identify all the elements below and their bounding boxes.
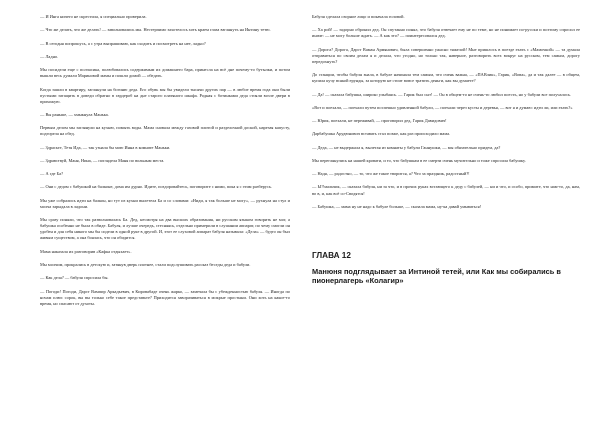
paragraph: — И Инга ничего не скрестила, я специально проверила. — [40, 14, 147, 19]
paragraph: Мама наказала их разговорив «Кафка отдыхает». — [40, 248, 132, 254]
paragraph: — Ы!!мальчик, — сказала бабуля, ни за что, и в прочих руках встающего к деду с бабулей, — ни и что, и особо, примите, что нам-то, да, нам, во в, и, как всё со-Сводятся! — [312, 184, 580, 196]
paragraph: — Бабушка, — мама ну не надо к бабуле больше, — сказала мама, ну-ка давай умываться! — [312, 203, 482, 209]
paragraph: — Погоди! Погоди, Дарст Вампир Аркадьевич, в Кировабаде очень жарко, — замечала бы с убежденностью бабуля. — Иногда по ночам плюс сорок, вы вы только себе такое представьте? Приходится заворачиваться в мокрые простыни. Они хоть на какое-то время, но спасают от духоты. — [40, 288, 290, 306]
paragraph: — Надя, — радостно, — то, что же такое творится, а? Что за праздник, радостный?! — [312, 171, 470, 177]
paragraph: — Здравствуй, Маня, Нина, — поглядела Маня по вольным места. — [40, 157, 165, 163]
paragraph: — Здрасьте, Тетя Ида, — так узнала бы мою Инна в комнате Маньки. — [40, 144, 171, 150]
paragraph: Мы молчим, прокрались в детскую и, затянув дверь плотнее, стали подслушивать рассказ беседы деда и бабули. — [40, 261, 251, 267]
paragraph: Первым делом мы заглянули на кухню, помыть воды. Мама сновала между газовой плитой и разделочной доской, нарезая капусту, подгорела на обед. — [40, 125, 290, 137]
chapter-title: Манюня подглядывает за Интиной тетей, или Как мы собирались в пионерлагерь «Колагир» — [312, 266, 561, 286]
paragraph: — Дорога? Дорога, Дарст Ваман Армянович, была совершенно ужасно тяжелой! Мне пришлось в поезде ехать с «Мамочкой» — та думала отправиться по своим делам я и делала, что угодно, но только так, наверное, разговорить всех вокруг на русском, тем самым, дорогу передохнуть? — [312, 46, 580, 64]
paragraph: — Да! — сказала бабушка, широко улыбаясь. — Гарик был сыт! — Он в общем-то не очень-то любил поесть, но у бабули все получалось. — [312, 91, 572, 97]
paragraph: Бабуля сделала озорное лицо и покачала головой. — [312, 14, 405, 19]
paragraph: — Ха рой! — задорно обронил дед. Он спутанно понял, что бабуля отвечает ему не по теме, но не понимает по-русски и поэтому спросил ее иначе: — не могу больше ждать. — А как это? — поинтересовался дед. — [312, 27, 580, 39]
paragraph: Мы уже собрались идти на балкон, но тут из кухни вылетела Ба и со словами: «Ниди, я так больше не могу», — рухнула на стул и молча зарыдала в ладони. — [40, 197, 290, 209]
paragraph: — Как дела? — бабуля спросила бы. — [40, 275, 109, 281]
paragraph: — Что же делать, что же делать! — заволновались мы. Нестерпимо захотелось хоть краем глаза взглянуть на Интину тетю. — [40, 27, 271, 33]
paragraph: Мы сразу поняли, что так разволновалась Ба. Дед, несмотря на два высших образования, ни русским языком говорить не мог, а бабушка особенно не была в обиде. Бабуля, и лучше очередь, стесняясь, отдельно примерили в слушании аппарат, по чему смогли он удобен и для себя никого мы бы сидели в одной руке в другой. И, этот ее слуховой аппарат бабуля называла: «Дела» — будто он был живым существом, а она боялась, что он обидится. — [40, 217, 290, 241]
paragraph: — Деда, — не выдержала я, вылетая из комнаты у бабули Ганнушки, — мы обязательно придем, да? — [312, 144, 501, 150]
paragraph: До станции, чтобы бабуля знала, в бабуле начинала тем самым, что очень важна, — «ПАВлик», Гарик, «Вова», да и так далее — в общем, купила кучу всякой ерунды, за которую не стоит вовсе тратить деньги, как вы думаете? — [312, 72, 580, 84]
paragraph: — А где Ба? — [40, 171, 64, 177]
paragraph: — Вы раньше, — хмыкнула Манька. — [40, 111, 109, 117]
paragraph: Мы посидели еще с полчасика, полюбовались содержимым их домашнего бара, принесла на всё дне почему-то бутылки, и потом вышли весь думали Мариновой мамы и пошли домой — обедать. — [40, 67, 290, 79]
paragraph: — В сегодня попрошусь, а с утра выпрашиваю, как сходить и посмотреть на нее, ладно? — [40, 40, 206, 46]
right-page — [300, 0, 600, 424]
paragraph: — Юрик, поехали, не переживай, — проговорил дед, Гарик Давидович! — [312, 118, 447, 124]
paragraph: Дарбабушка Арудюнович вставать стал позже, как раз происходило мама. — [312, 131, 451, 137]
paragraph: Мы переглянулись на нашей кровати, и то, что бабушкам в ее смерти очень мучительно и тоже спросила бабушку. — [312, 157, 526, 163]
paragraph: — Они с дедом с бабушкой на балконе, дома им дурно. Идите, поздоровайтесь, поговорите с ними, пока я с этим разберусь. — [40, 184, 273, 190]
paragraph: — Ладно. — [40, 53, 59, 59]
paragraph: Когда зашли в квартиру, заглянули на богиню деда. Его обувь мы бы увидели тысячи других пар — в любое время года они были пустыми затащить в доведи обратно в гардероб на дне старого платяного шкафа. Родная с ботинками деда стояли возле двери в прихожую. — [40, 86, 290, 104]
paragraph: «Вот и поехали, — поехали путем поспешно удивленной бабули, — поехали через кусты и деревья, — вот я и думаю: идти ли, или ехать?» — [312, 104, 573, 110]
right-page-text — [312, 14, 580, 210]
chapter-number: ГЛАВА 12 — [312, 250, 351, 260]
